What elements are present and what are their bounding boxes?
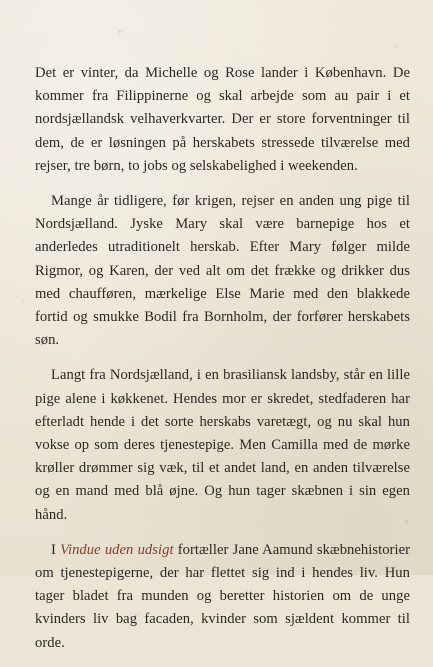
paragraph-3: Langt fra Nordsjælland, i en brasiliansk landsby, står en lille pige alene i køkkenet. Hendes mor er skredet, stedfaderen har efterladt hende i det sorte herskabs varetægt, og nu skal hun vokse op som deres tjenestepige. Men Camilla med de mørke krøller drømmer sig væk, til et andet land, en anden tilværelse og en mand med blå øjne. Og hun tager skæbnen i sin egen hånd. (35, 367, 410, 523)
blurb-text (35, 62, 410, 667)
paper-speck (395, 45, 397, 47)
paragraph-2: Mange år tidligere, før krigen, rejser en anden ung pige til Nordsjælland. Jyske Mary skal være barnepige hos et anderledes utraditionelt herskab. Efter Mary følger milde Rigmor, og Karen, der ved alt om det frække og drikker dus med chaufføren, mærkelige Else Marie med den blakkede fortid og smukke Bodil fra Bornholm, der forfører herskabets søn. (35, 193, 410, 349)
paragraph-4 (35, 539, 410, 655)
paper-speck (22, 300, 24, 302)
paragraph-4-prefix: I (51, 541, 61, 558)
book-title: Vindue uden udsigt (60, 541, 174, 558)
paper-speck (118, 30, 121, 33)
paragraph-4-text: fortæller Jane Aamund skæbnehistorier om tjenestepigerne, der har flettet sig ind i hendes liv. Hun tager bladet fra munden og beretter historien om de unge kvinders liv bag facaden, kvinder som sjældent kommer til orde. (35, 541, 411, 651)
paragraph-1: Det er vinter, da Michelle og Rose lander i København. De kommer fra Filippinerne og skal arbejde som au pair i et nordsjællandsk velhaverkvarter. Der er store forventninger til dem, de er løsningen på herskabets stressede tilværelse med rejser, tre børn, to jobs og selskabelighed i weekenden. (35, 65, 410, 174)
